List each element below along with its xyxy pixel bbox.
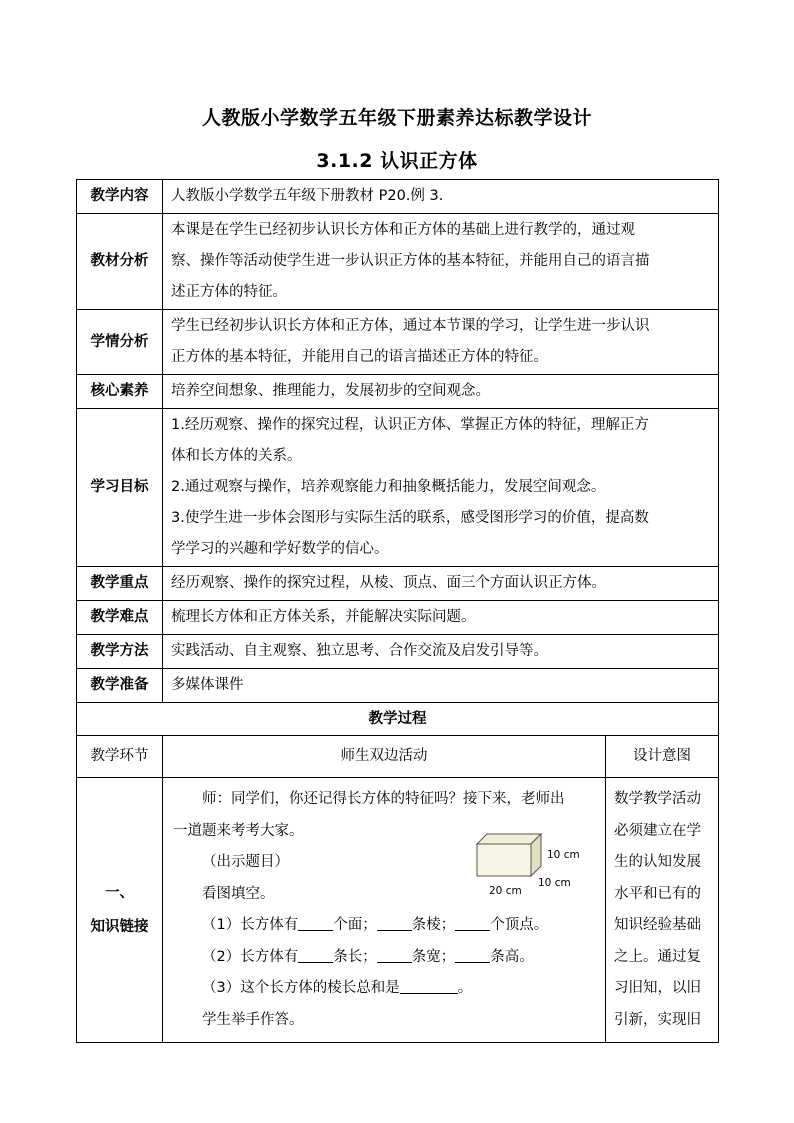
row-label: 教学重点 [77,567,163,601]
content-line: 正方体的基本特征，并能用自己的语言描述正方体的特征。 [171,349,548,365]
question-3: （3）这个长方体的棱长总和是 。 [173,973,595,1005]
content-line: 梳理长方体和正方体关系，并能解决实际问题。 [171,609,476,625]
answer-blank[interactable] [455,912,490,931]
intent-line: 生的认知发展 [614,854,701,870]
activity-cell [163,778,606,1043]
content-line: 多媒体课件 [171,677,244,693]
content-line: 3.使学生进一步体会图形与实际生活的联系，感受图形学习的价值，提高数 [171,510,649,526]
answer-blank[interactable] [377,912,412,931]
info-row [77,375,719,409]
content-line: 述正方体的特征。 [171,284,287,300]
answer-blank[interactable] [400,975,458,994]
lesson-title: 3.1.2 认识正方体 [316,150,478,172]
row-content [163,180,719,214]
row-content [163,567,719,601]
stage-name: 知识链接 [90,919,149,935]
info-row [77,635,719,669]
content-line: 1.经历观察、操作的探究过程，认识正方体、掌握正方体的特征，理解正方 [171,417,649,433]
height-label: 10 cm [547,849,580,861]
content-line: 本课是在学生已经初步认识长方体和正方体的基础上进行教学的，通过观 [171,222,635,238]
col-header-stage: 教学环节 [77,736,163,778]
length-label: 20 cm [489,885,522,897]
document-title: 人教版小学数学五年级下册素养达标教学设计 [201,107,592,129]
row-label: 教材分析 [77,214,163,310]
intent-line: 引新，实现旧 [614,1011,701,1028]
answer-blank[interactable] [455,944,490,963]
row-content [163,310,719,375]
cuboid-figure [465,828,605,902]
row-label: 核心素养 [77,375,163,409]
content-line: 察、操作等活动使学生进一步认识正方体的基本特征，并能用自己的语言描 [171,253,650,269]
intent-cell [606,778,719,1043]
activity-line: 看图填空。 [202,885,275,902]
content-line: 体和长方体的关系。 [171,448,302,464]
content-line: 人教版小学数学五年级下册教材 P20.例 3. [171,188,444,204]
row-content [163,375,719,409]
intent-line: 必须建立在学 [614,822,701,839]
question-1: （1）长方体有 个面； 条棱； 个顶点。 [173,910,595,942]
info-row [77,601,719,635]
info-row [77,669,719,703]
intent-line: 之上。通过复 [614,948,701,965]
info-row [77,214,719,310]
info-row [77,567,719,601]
row-content [163,635,719,669]
row-label: 教学准备 [77,669,163,703]
intent-line: 数学教学活动 [614,791,701,807]
row-label: 教学方法 [77,635,163,669]
row-label: 学情分析 [77,310,163,375]
row-content [163,409,719,567]
answer-blank[interactable] [298,944,333,963]
row-label: 学习目标 [77,409,163,567]
answer-blank[interactable] [377,944,412,963]
content-line: 学生已经初步认识长方体和正方体，通过本节课的学习，让学生进一步认识 [171,318,650,334]
activity-line: 师：同学们，你还记得长方体的特征吗？接下来，老师出 [202,791,565,807]
question-2: （2）长方体有 条长； 条宽； 条高。 [173,942,595,974]
lesson-plan-table [76,179,719,1043]
col-header-activity: 师生双边活动 [163,736,606,778]
content-line: 经历观察、操作的探究过程，从棱、顶点、面三个方面认识正方体。 [171,575,606,591]
row-content [163,214,719,310]
activity-line: （出示题目） [202,854,289,870]
content-line: 培养空间想象、推理能力，发展初步的空间观念。 [171,383,490,399]
stage-cell [77,778,163,1043]
info-row [77,409,719,567]
col-header-intent: 设计意图 [606,736,719,778]
stage-number: 一、 [105,885,134,901]
activity-line: 一道题来考考大家。 [173,822,304,839]
content-line: 2.通过观察与操作，培养观察能力和抽象概括能力，发展空间观念。 [171,479,606,495]
info-row [77,310,719,375]
intent-line: 水平和已有的 [614,885,701,902]
intent-line: 知识经验基础 [614,917,701,933]
row-content [163,601,719,635]
row-content [163,669,719,703]
intent-line: 习旧知，以旧 [614,980,701,996]
row-label: 教学内容 [77,180,163,214]
activity-line: 学生举手作答。 [202,1011,304,1028]
process-header: 教学过程 [77,703,719,736]
width-label: 10 cm [538,877,571,889]
answer-blank[interactable] [298,912,333,931]
info-row [77,180,719,214]
content-line: 实践活动、自主观察、独立思考、合作交流及启发引导等。 [171,643,548,659]
row-label: 教学难点 [77,601,163,635]
content-line: 学学习的兴趣和学好数学的信心。 [171,541,389,557]
